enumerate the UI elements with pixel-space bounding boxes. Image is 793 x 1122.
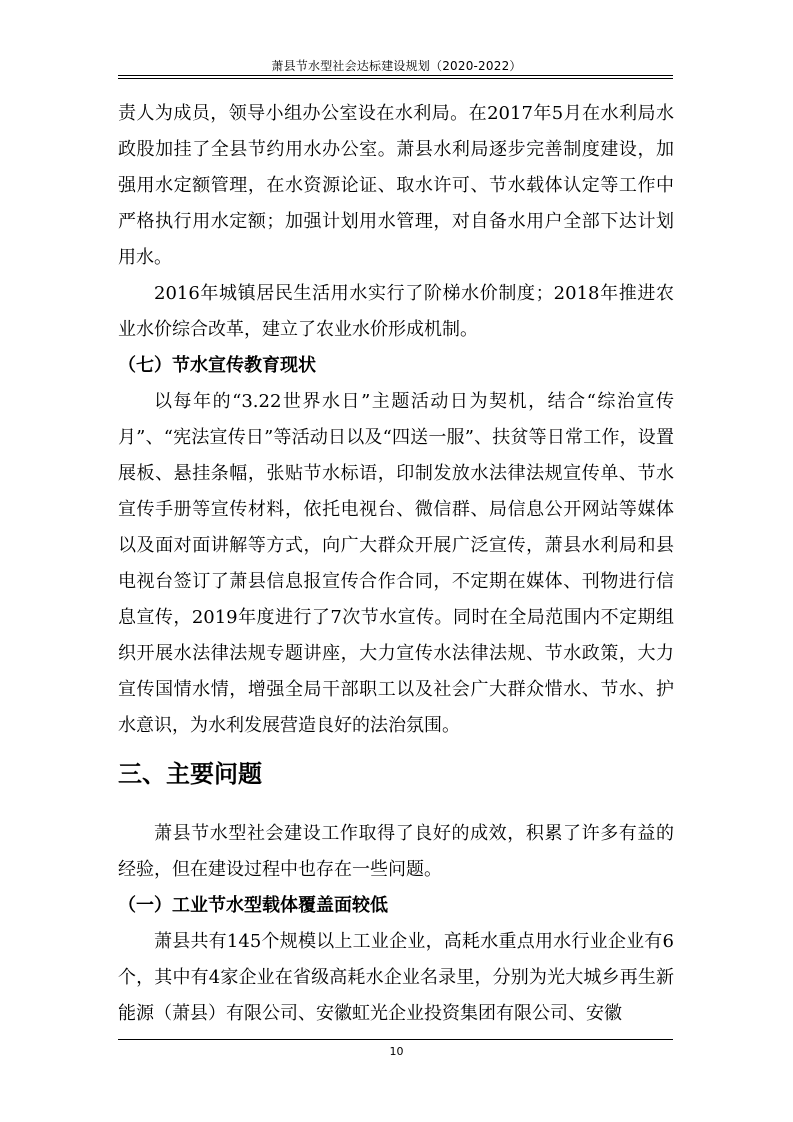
subheading-publicity-status: （七）节水宣传教育现状 — [118, 355, 316, 376]
header-rule-secondary — [118, 78, 673, 79]
header-rule — [118, 75, 673, 76]
body-text — [118, 96, 674, 1032]
section-heading-main-problems: 三、主要问题 — [118, 760, 262, 788]
paragraph-water-pricing: 2016年城镇居民生活用水实行了阶梯水价制度；2018年推进农业水价综合改革，建立了农业水价形成机制。 — [118, 283, 674, 340]
page-number: 10 — [389, 1045, 404, 1058]
paragraph-problems-intro: 萧县节水型社会建设工作取得了良好的成效，积累了许多有益的经验，但在建设过程中也存在一些问题。 — [118, 823, 674, 880]
paragraph-publicity: 以每年的“3.22世界水日”主题活动日为契机，结合“综治宣传月”、“宪法宣传日”等活动日以及“四送一服”、扶贫等日常工作，设置展板、悬挂条幅，张贴节水标语，印制发放水法律法规宣传单、节水宣传手册等宣传材料，依托电视台、微信群、局信息公开网站等媒体以及面对面讲解等方式，向广大群众开展广泛宣传，萧县水利局和县电视台签订了萧县信息报宣传合作合同，不定期在媒体、刊物进行信息宣传，2019年度进行了7次节水宣传。同时在全局范围内不定期组织开展水法律法规专题讲座，大力宣传水法律法规、节水政策，大力宣传国情水情，增强全局干部职工以及社会广大群众惜水、节水、护水意识，为水利发展营造良好的法治氛围。 — [118, 391, 674, 736]
subheading-industrial-coverage: （一）工业节水型载体覆盖面较低 — [118, 895, 388, 916]
paragraph-industrial: 萧县共有145个规模以上工业企业，高耗水重点用水行业企业有6个，其中有4家企业在省级高耗水企业名录里，分别为光大城乡再生新能源（萧县）有限公司、安徽虹光企业投资集团有限公司、安徽 — [118, 931, 674, 1024]
running-header-title: 萧县节水型社会达标建设规划（2020-2022） — [271, 59, 522, 73]
footer-rule — [118, 1039, 673, 1040]
paragraph-continuation: 责人为成员，领导小组办公室设在水利局。在2017年5月在水利局水政股加挂了全县节约用水办公室。萧县水利局逐步完善制度建设，加强用水定额管理，在水资源论证、取水许可、节水载体认定等工作中严格执行用水定额；加强计划用水管理，对自备水用户全部下达计划用水。 — [118, 103, 674, 268]
